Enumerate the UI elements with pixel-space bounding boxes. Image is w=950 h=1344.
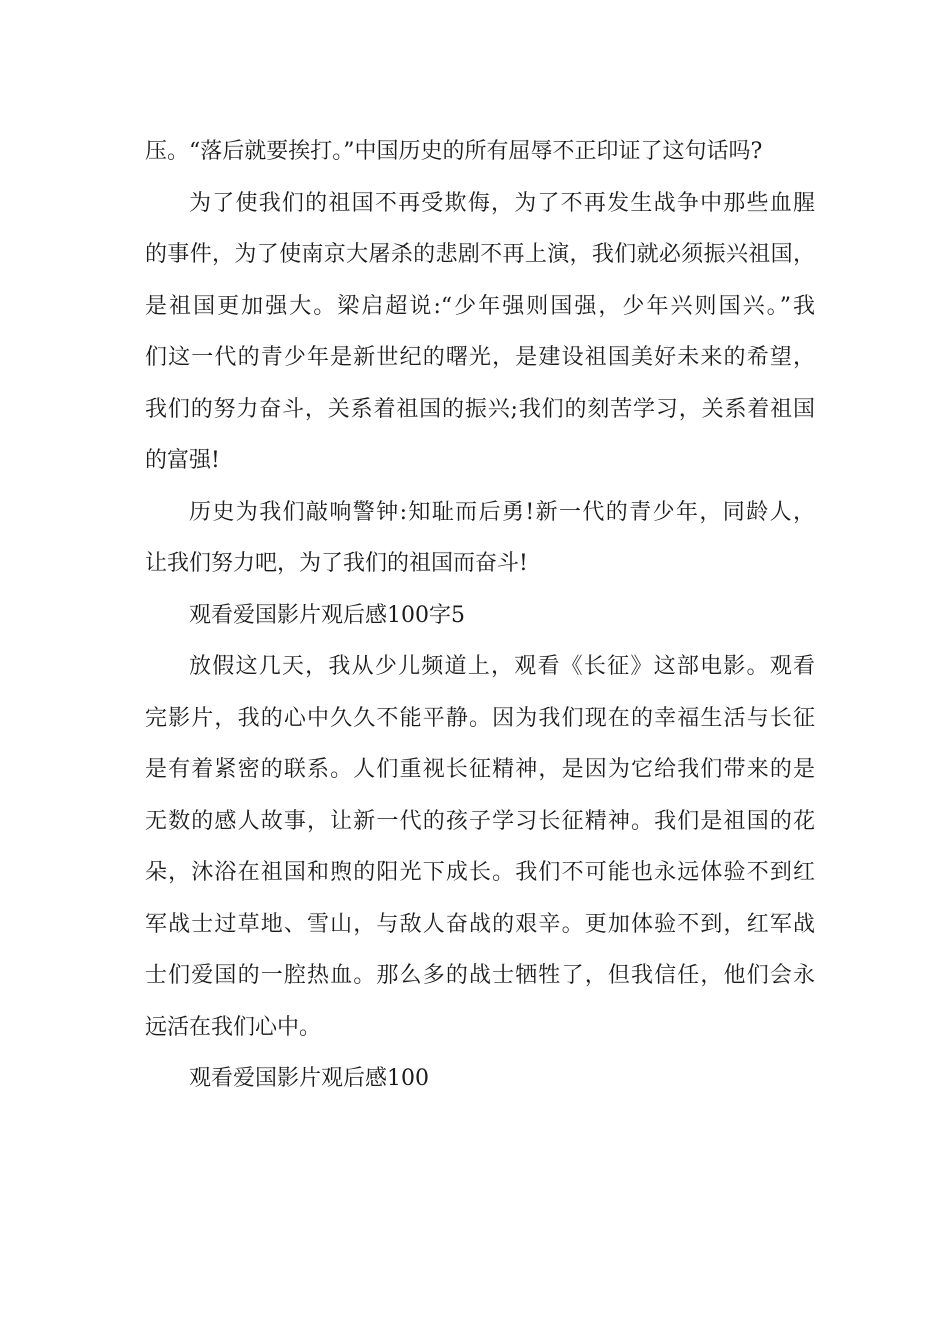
paragraph-5-line-5: 朵，沐浴在祖国和煦的阳光下成长。我们不可能也永远体验不到红: [145, 860, 815, 885]
paragraph-5-line-3: 是有着紧密的联系。人们重视长征精神，是因为它给我们带来的是: [145, 757, 815, 782]
section-heading-5: 观看爱国影片观后感100字5: [189, 602, 465, 628]
paragraph-2-line-3: 是祖国更加强大。梁启超说:“少年强则国强，少年兴则国兴。”我: [145, 293, 815, 319]
paragraph-5-line-1: 放假这几天，我从少儿频道上，观看《长征》这部电影。观看: [189, 654, 815, 679]
paragraph-2-line-1: 为了使我们的祖国不再受欺侮，为了不再发生战争中那些血腥: [189, 190, 815, 216]
paragraph-2-line-2: 的事件，为了使南京大屠杀的悲剧不再上演，我们就必须振兴祖国，: [145, 242, 815, 267]
paragraph-5-line-7: 士们爱国的一腔热血。那么多的战士牺牲了，但我信任，他们会永: [145, 963, 815, 988]
paragraph-5-line-6: 军战士过草地、雪山，与敌人奋战的艰辛。更加体验不到，红军战: [145, 911, 815, 937]
document-body: [145, 126, 815, 1105]
paragraph-2-line-6: 的富强!: [145, 448, 220, 473]
paragraph-3-line-1: 历史为我们敲响警钟:知耻而后勇!新一代的青少年，同龄人，: [189, 499, 815, 525]
paragraph-3-line-2: 让我们努力吧，为了我们的祖国而奋斗!: [145, 551, 528, 576]
paragraph-2-line-5: 我们的努力奋斗，关系着祖国的振兴;我们的刻苦学习，关系着祖国: [145, 396, 815, 422]
paragraph-5-line-8: 远活在我们心中。: [145, 1014, 322, 1040]
section-heading-next: 观看爱国影片观后感100: [189, 1066, 429, 1091]
paragraph-5-line-4: 无数的感人故事，让新一代的孩子学习长征精神。我们是祖国的花: [145, 808, 815, 834]
paragraph-5-line-2: 完影片，我的心中久久不能平静。因为我们现在的幸福生活与长征: [145, 705, 815, 731]
paragraph-2-line-4: 们这一代的青少年是新世纪的曙光，是建设祖国美好未来的希望，: [145, 345, 815, 370]
paragraph-1-line-1: 压。“落后就要挨打。”中国历史的所有屈辱不正印证了这句话吗?: [145, 139, 763, 164]
